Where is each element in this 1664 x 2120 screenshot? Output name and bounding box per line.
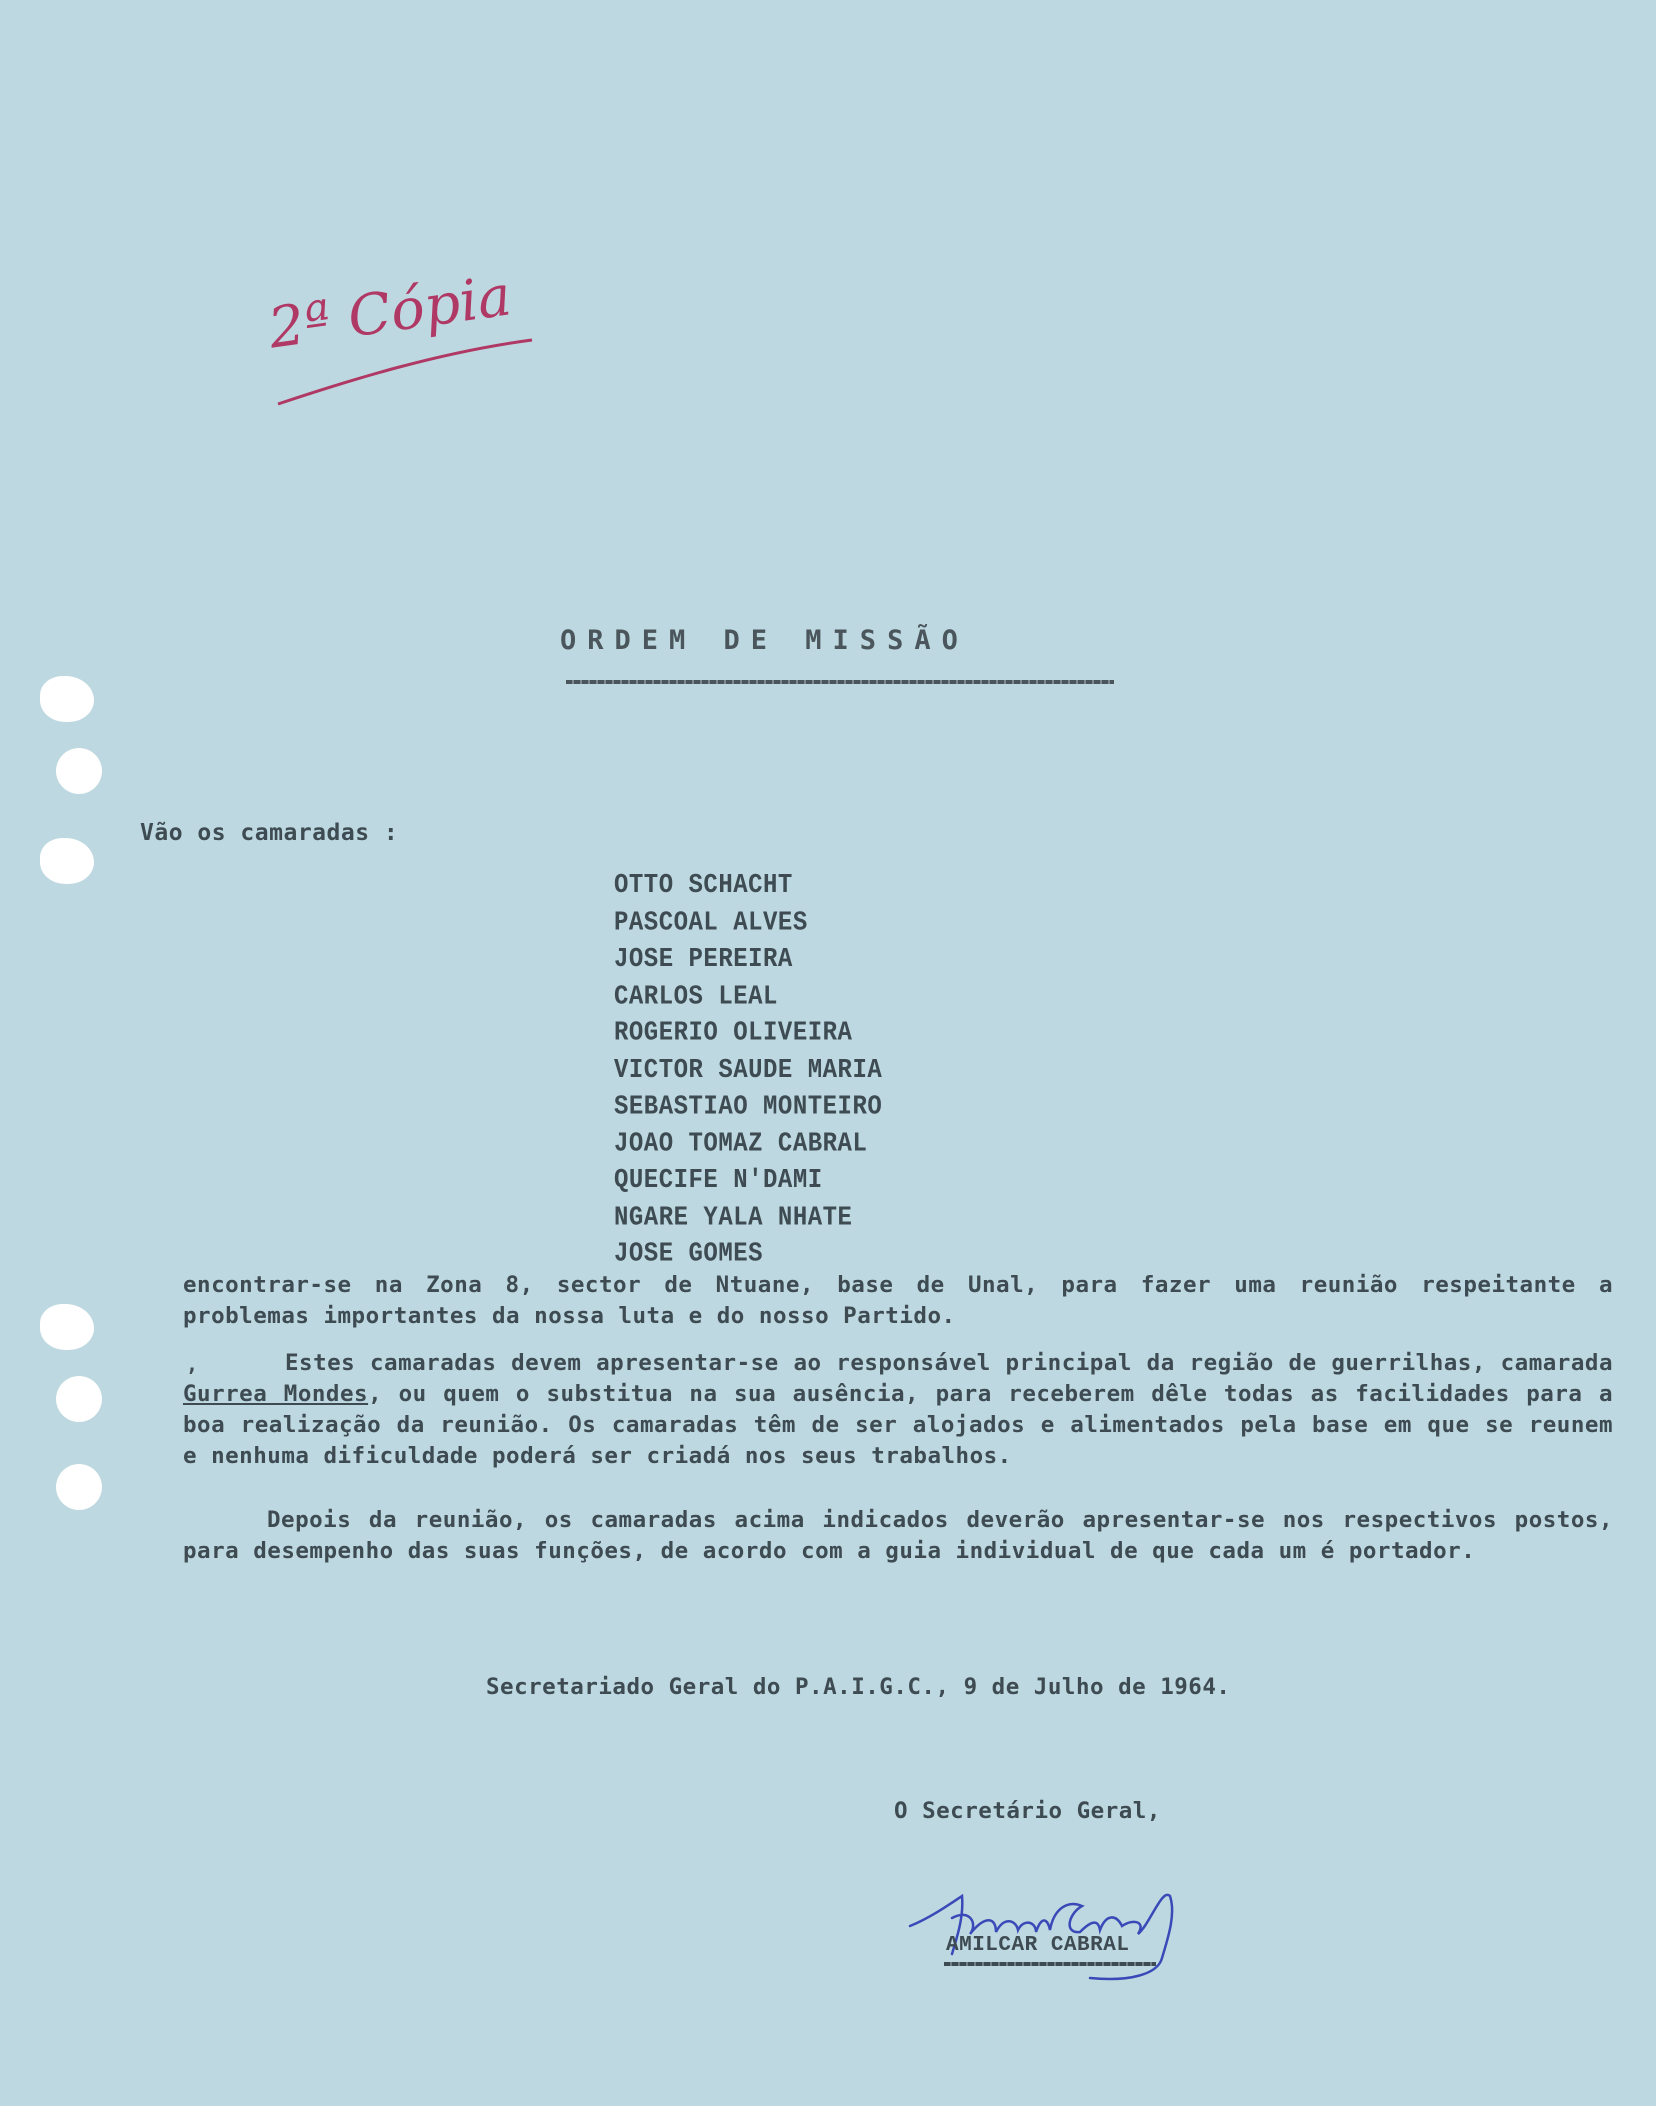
- handwritten-copy-note: 2ª Cópia: [264, 263, 516, 362]
- document-title: ORDEM DE MISSÃO: [560, 625, 969, 656]
- signatory-title: O Secretário Geral,: [894, 1798, 1161, 1824]
- punch-hole: [56, 1376, 102, 1422]
- annotation-underline: [270, 300, 540, 410]
- page-edge: [1656, 0, 1664, 2120]
- signature-underline: [944, 1962, 1156, 1966]
- paragraph-after-meeting: Depois da reunião, os camaradas acima indicados deverão apresentar-se nos respectivos postos, para desempenho das suas funções, de acordo com a guia individual de que cada um é portador.: [183, 1507, 1613, 1564]
- list-item: QUECIFE N'DAMI: [614, 1166, 823, 1196]
- commander-name: Gurrea Mondes: [183, 1381, 369, 1407]
- list-item: CARLOS LEAL: [614, 981, 778, 1012]
- names-list: [614, 868, 882, 1273]
- list-item: ROGERIO OLIVEIRA: [614, 1018, 853, 1049]
- punch-hole: [40, 1304, 94, 1350]
- punch-hole: [40, 676, 94, 722]
- signatory-name: AMILCAR CABRAL: [946, 1934, 1130, 1957]
- paragraph-text: , ou quem o substitua na sua ausência, para receberem dêle todas as facilidades para a boa realização da reunião. Os camaradas têm de ser alojados e alimentados pela base em que se reunem e nenhuma dificuldade poderá ser criadá nos seus trabalhos.: [183, 1381, 1614, 1469]
- handwritten-signature: [900, 1878, 1200, 1988]
- paragraph-text: Estes camaradas devem apresentar-se ao responsável principal da região de guerrilhas, camarada: [285, 1350, 1613, 1376]
- punch-hole: [56, 748, 102, 794]
- salutation: Vão os camaradas :: [140, 820, 399, 846]
- list-item: OTTO SCHACHT: [614, 871, 793, 901]
- list-item: JOAO TOMAZ CABRAL: [614, 1129, 868, 1159]
- list-item: PASCOAL ALVES: [614, 908, 808, 938]
- list-item: JOSE PEREIRA: [614, 945, 793, 975]
- punch-hole: [40, 838, 94, 884]
- dateline: Secretariado Geral do P.A.I.G.C., 9 de Julho de 1964.: [486, 1674, 1231, 1700]
- list-item: JOSE GOMES: [614, 1239, 764, 1270]
- punch-hole: [56, 1464, 102, 1510]
- list-item: SEBASTIAO MONTEIRO: [614, 1092, 883, 1123]
- paragraph-meeting-location: encontrar-se na Zona 8, sector de Ntuane, base de Unal, para fazer uma reunião respeitante a problemas importantes da nossa luta e do nosso Partido.: [183, 1272, 1613, 1329]
- list-item: VICTOR SAUDE MARIA: [614, 1055, 883, 1086]
- paragraph-marker: ,: [186, 1352, 199, 1376]
- list-item: NGARE YALA NHATE: [614, 1202, 853, 1233]
- title-underline: [566, 680, 1114, 684]
- paragraph-instructions: [183, 1348, 1613, 1472]
